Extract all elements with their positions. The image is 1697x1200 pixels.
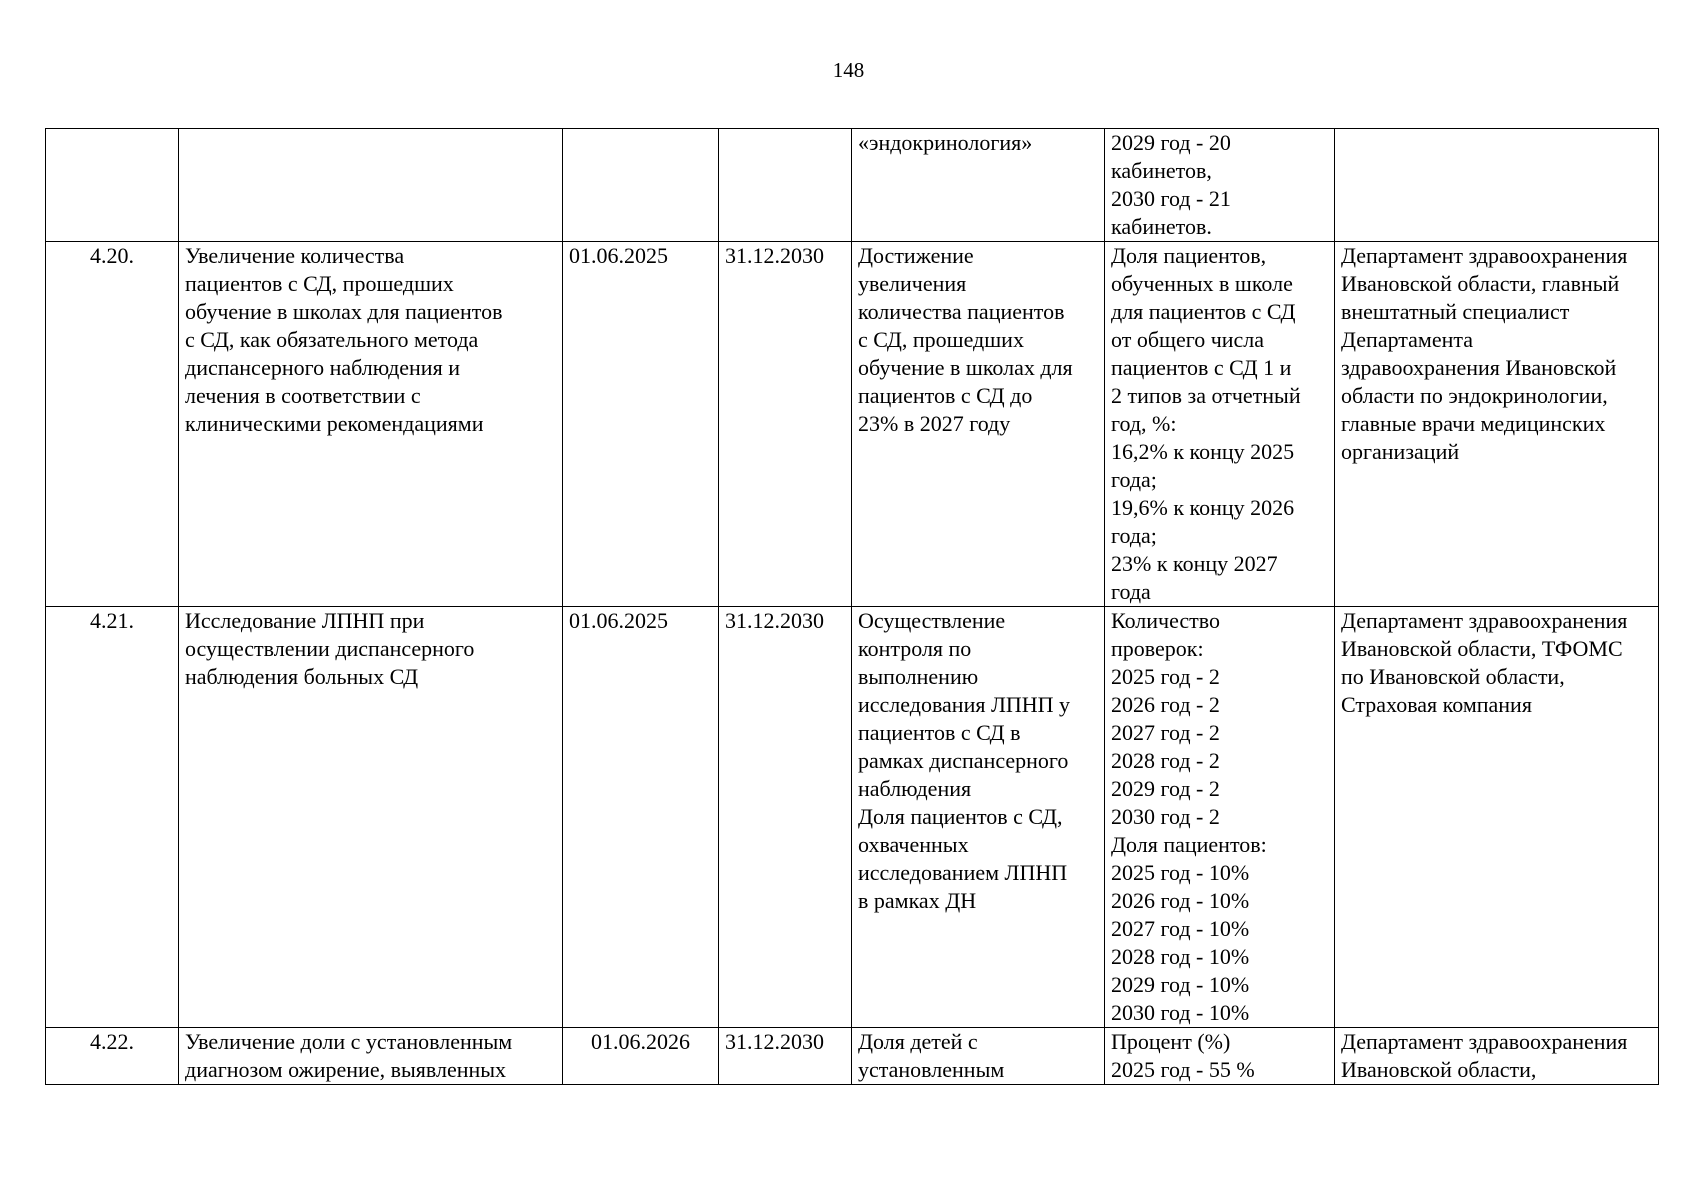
- end-date-cell: [719, 129, 852, 242]
- text-line: Доля пациентов,: [1111, 243, 1267, 268]
- table-row: [46, 242, 1659, 607]
- text-line: Департамент здравоохранения: [1341, 608, 1628, 633]
- text-line: Достижение: [858, 243, 974, 268]
- text-line: диспансерного наблюдения и: [185, 355, 460, 380]
- text-line: рамках диспансерного: [858, 748, 1069, 773]
- start-date-cell: 01.06.2026: [563, 1028, 719, 1085]
- text-line: обученных в школе: [1111, 271, 1293, 296]
- text-line: Ивановской области,: [1341, 1057, 1537, 1082]
- text-line: кабинетов.: [1111, 214, 1212, 239]
- text-line: Департамент здравоохранения: [1341, 1029, 1628, 1054]
- text-line: Департамент здравоохранения: [1341, 243, 1628, 268]
- activity-cell: [179, 129, 563, 242]
- text-line: Осуществление: [858, 608, 1006, 633]
- text-line: области по эндокринологии,: [1341, 383, 1608, 408]
- text-line: от общего числа: [1111, 327, 1265, 352]
- text-line: Доля пациентов:: [1111, 832, 1267, 857]
- table-row: [46, 129, 1659, 242]
- text-line: исследованием ЛПНП: [858, 860, 1068, 885]
- row-number-cell: 4.20.: [46, 242, 179, 607]
- text-line: клиническими рекомендациями: [185, 411, 484, 436]
- indicator-cell: [1105, 242, 1335, 607]
- table-row: [46, 1028, 1659, 1085]
- text-line: 2025 год - 10%: [1111, 860, 1250, 885]
- result-cell: [852, 607, 1105, 1028]
- text-line: 2030 год - 21: [1111, 186, 1231, 211]
- text-line: Страховая компания: [1341, 692, 1532, 717]
- result-cell: [852, 1028, 1105, 1085]
- text-line: года;: [1111, 523, 1157, 548]
- row-number-cell: 4.21.: [46, 607, 179, 1028]
- text-line: установленным: [858, 1057, 1005, 1082]
- text-line: Департамента: [1341, 327, 1474, 352]
- text-line: по Ивановской области,: [1341, 664, 1565, 689]
- text-line: 16,2% к концу 2025: [1111, 439, 1295, 464]
- text-line: внештатный специалист: [1341, 299, 1570, 324]
- text-line: Увеличение количества: [185, 243, 405, 268]
- activity-cell: [179, 607, 563, 1028]
- text-line: осуществлении диспансерного: [185, 636, 475, 661]
- text-line: 2029 год - 2: [1111, 776, 1220, 801]
- result-cell: [852, 242, 1105, 607]
- text-line: обучение в школах для: [858, 355, 1073, 380]
- page-number: 148: [832, 58, 865, 82]
- text-line: Ивановской области, ТФОМС: [1341, 636, 1623, 661]
- text-line: кабинетов,: [1111, 158, 1212, 183]
- text-line: Ивановской области, главный: [1341, 271, 1620, 296]
- activity-cell: [179, 242, 563, 607]
- row-number-cell: [46, 129, 179, 242]
- responsible-cell: [1335, 129, 1659, 242]
- text-line: 2028 год - 2: [1111, 748, 1220, 773]
- indicator-cell: [1105, 129, 1335, 242]
- plan-table-body: [46, 129, 1659, 1085]
- text-line: 2030 год - 2: [1111, 804, 1220, 829]
- text-line: количества пациентов: [858, 299, 1065, 324]
- end-date-cell: 31.12.2030: [719, 1028, 852, 1085]
- text-line: 2029 год - 20: [1111, 130, 1231, 155]
- text-line: наблюдения: [858, 776, 972, 801]
- text-line: «эндокринология»: [858, 130, 1033, 155]
- text-line: организаций: [1341, 439, 1460, 464]
- table-row: [46, 607, 1659, 1028]
- row-number-cell: 4.22.: [46, 1028, 179, 1085]
- end-date-cell: 31.12.2030: [719, 242, 852, 607]
- text-line: 2029 год - 10%: [1111, 972, 1250, 997]
- text-line: 23% в 2027 году: [858, 411, 1011, 436]
- result-cell: [852, 129, 1105, 242]
- start-date-cell: 01.06.2025: [563, 607, 719, 1028]
- text-line: обучение в школах для пациентов: [185, 299, 503, 324]
- indicator-cell: [1105, 607, 1335, 1028]
- plan-table: [45, 128, 1659, 1085]
- text-line: с СД, прошедших: [858, 327, 1024, 352]
- text-line: диагнозом ожирение, выявленных: [185, 1057, 507, 1082]
- text-line: Исследование ЛПНП при: [185, 608, 425, 633]
- text-line: 2026 год - 2: [1111, 692, 1220, 717]
- text-line: контроля по: [858, 636, 972, 661]
- text-line: наблюдения больных СД: [185, 664, 419, 689]
- text-line: Доля детей с: [858, 1029, 978, 1054]
- text-line: выполнению: [858, 664, 979, 689]
- text-line: 2030 год - 10%: [1111, 1000, 1250, 1025]
- text-line: года: [1111, 579, 1151, 604]
- text-line: 19,6% к концу 2026: [1111, 495, 1295, 520]
- text-line: охваченных: [858, 832, 969, 857]
- text-line: лечения в соответствии с: [185, 383, 421, 408]
- text-line: исследования ЛПНП у: [858, 692, 1071, 717]
- text-line: 2025 год - 2: [1111, 664, 1220, 689]
- text-line: пациентов с СД до: [858, 383, 1033, 408]
- text-line: пациентов с СД 1 и: [1111, 355, 1292, 380]
- indicator-cell: [1105, 1028, 1335, 1085]
- text-line: проверок:: [1111, 636, 1204, 661]
- text-line: пациентов с СД, прошедших: [185, 271, 454, 296]
- responsible-cell: [1335, 1028, 1659, 1085]
- text-line: увеличения: [858, 271, 967, 296]
- end-date-cell: 31.12.2030: [719, 607, 852, 1028]
- text-line: год, %:: [1111, 411, 1177, 436]
- text-line: 2 типов за отчетный: [1111, 383, 1301, 408]
- text-line: в рамках ДН: [858, 888, 977, 913]
- text-line: 2026 год - 10%: [1111, 888, 1250, 913]
- responsible-cell: [1335, 242, 1659, 607]
- text-line: Увеличение доли с установленным: [185, 1029, 513, 1054]
- start-date-cell: [563, 129, 719, 242]
- text-line: 2027 год - 2: [1111, 720, 1220, 745]
- text-line: года;: [1111, 467, 1157, 492]
- text-line: 23% к концу 2027: [1111, 551, 1278, 576]
- text-line: с СД, как обязательного метода: [185, 327, 479, 352]
- text-line: Количество: [1111, 608, 1221, 633]
- text-line: 2028 год - 10%: [1111, 944, 1250, 969]
- text-line: здравоохранения Ивановской: [1341, 355, 1617, 380]
- text-line: пациентов с СД в: [858, 720, 1021, 745]
- text-line: для пациентов с СД: [1111, 299, 1296, 324]
- start-date-cell: 01.06.2025: [563, 242, 719, 607]
- activity-cell: [179, 1028, 563, 1085]
- text-line: Доля пациентов с СД,: [858, 804, 1063, 829]
- text-line: 2027 год - 10%: [1111, 916, 1250, 941]
- text-line: главные врачи медицинских: [1341, 411, 1606, 436]
- text-line: Процент (%): [1111, 1029, 1231, 1054]
- text-line: 2025 год - 55 %: [1111, 1057, 1255, 1082]
- responsible-cell: [1335, 607, 1659, 1028]
